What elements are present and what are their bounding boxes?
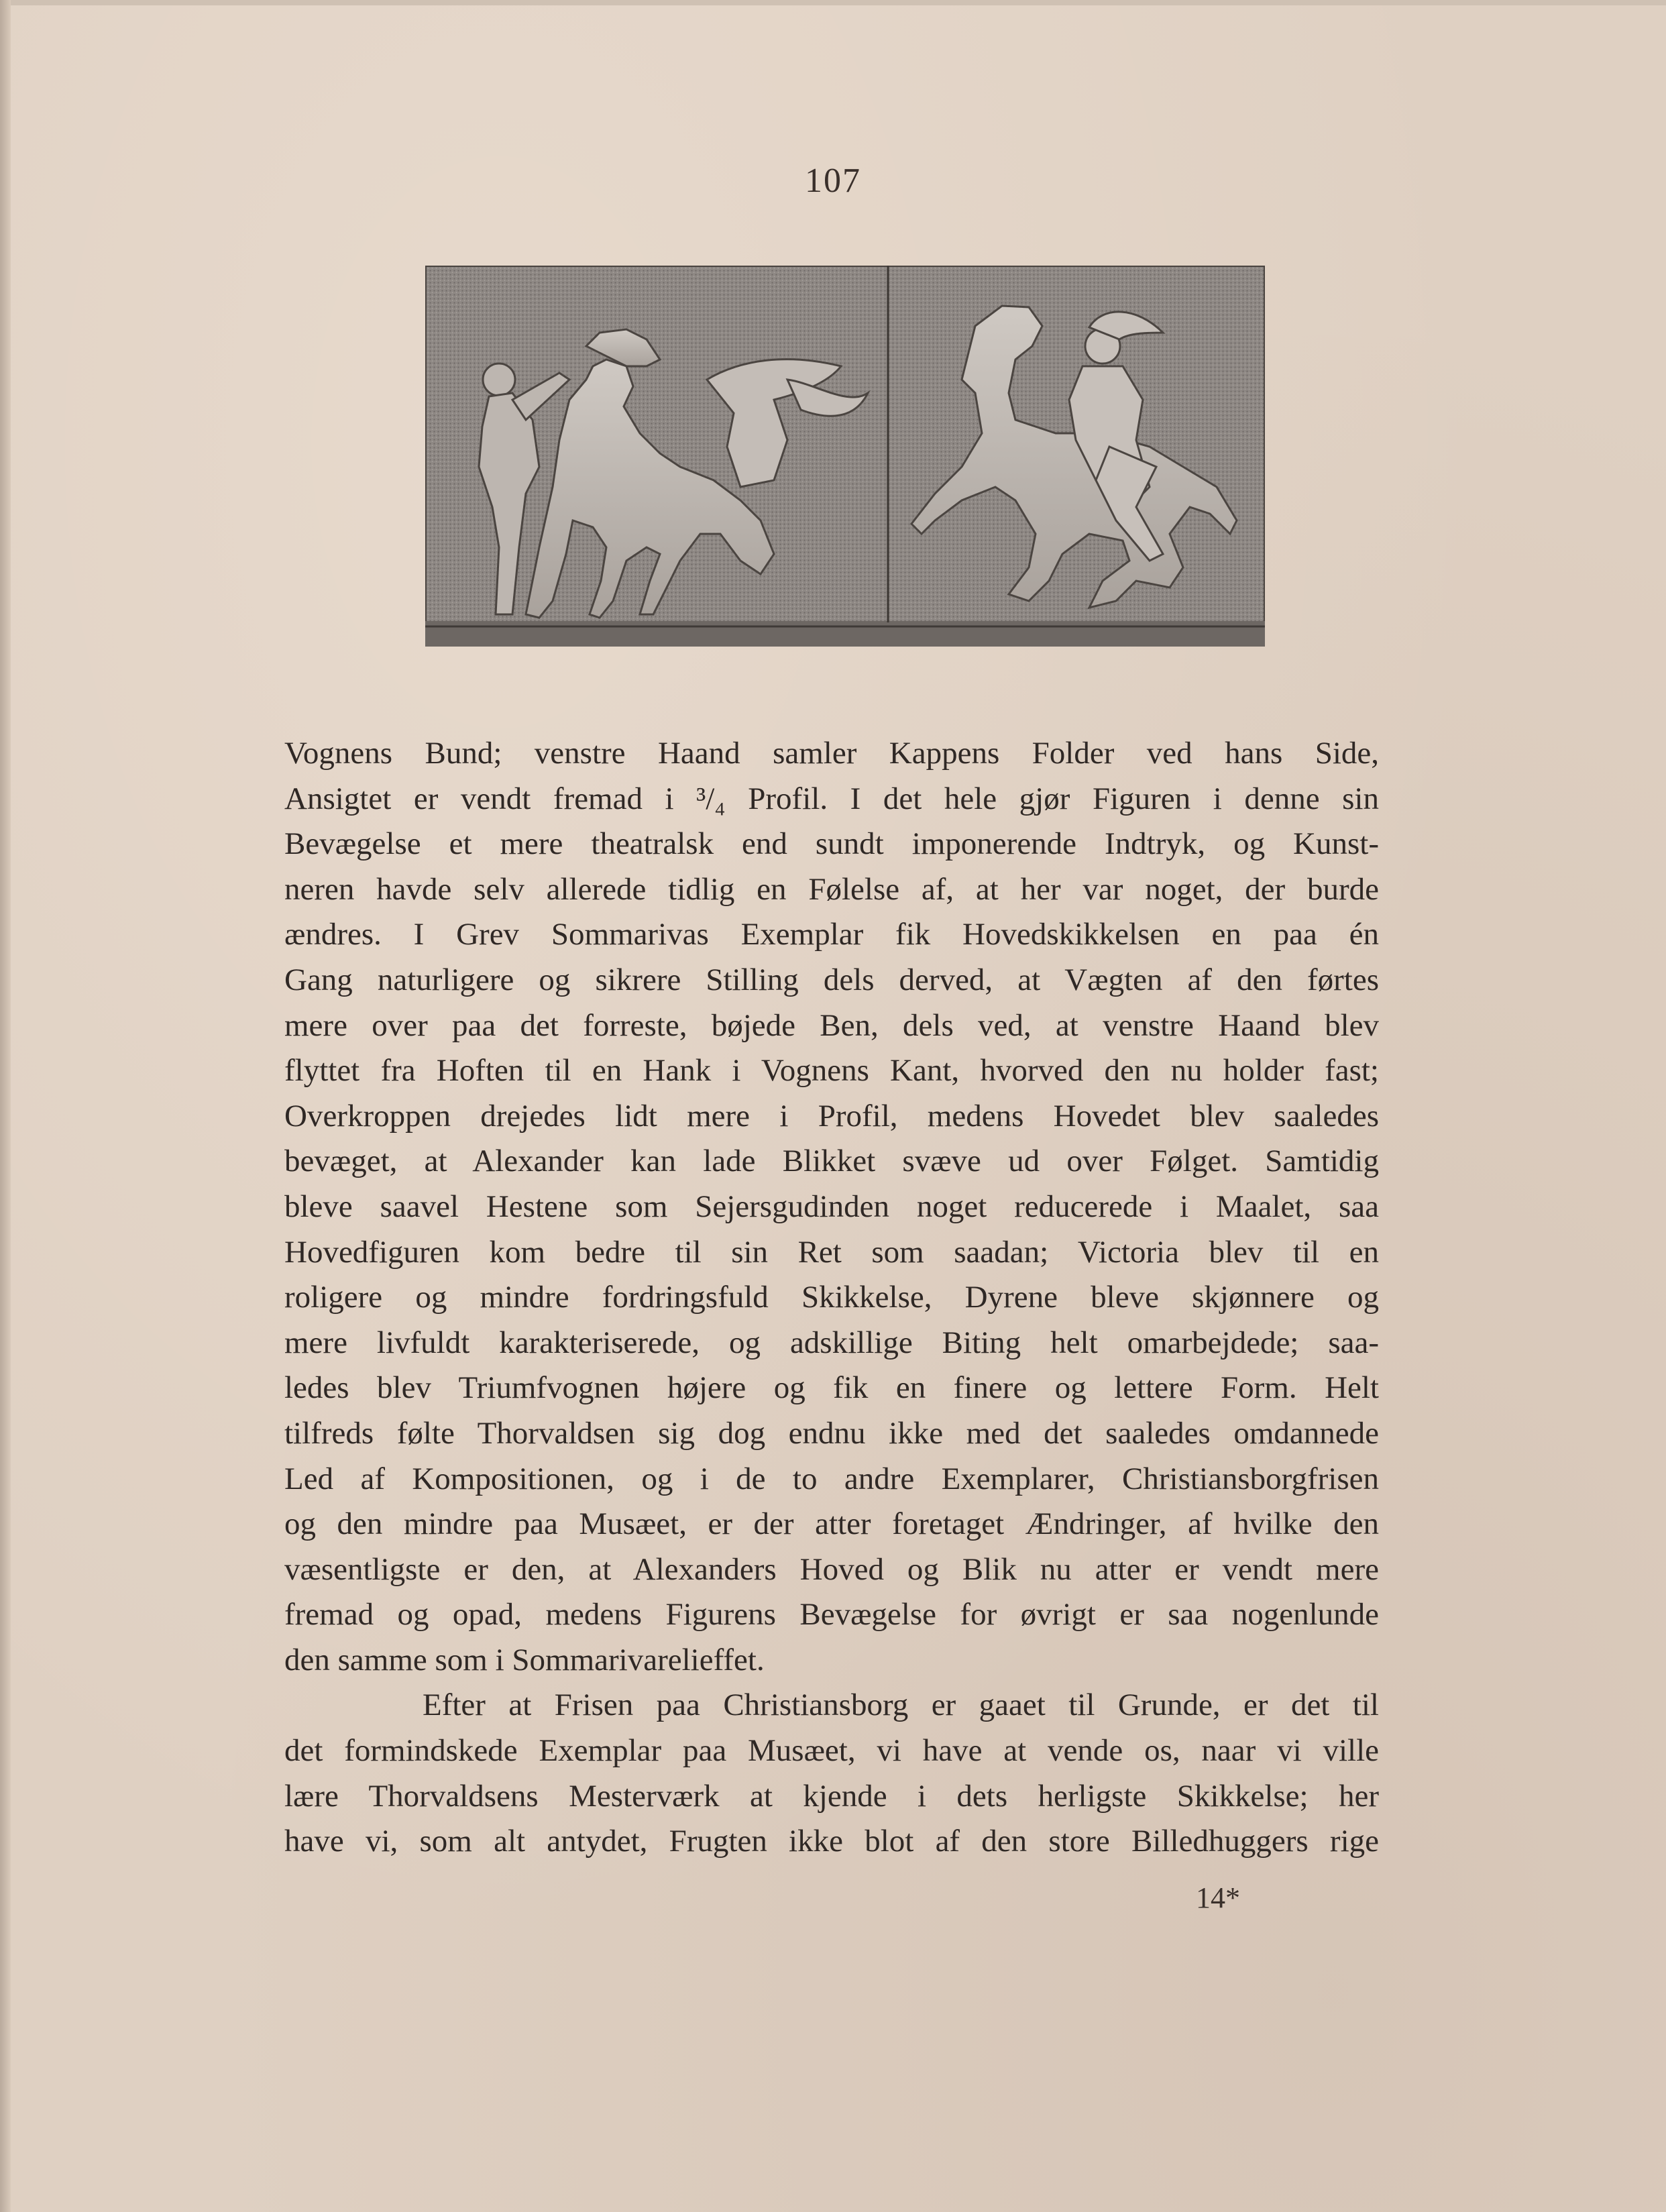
body-line: Gang naturligere og sikrere Stilling dels derved, at Vægten af den førtes [284,962,1379,997]
body-line: flyttet fra Hoften til en Hank i Vognens Kant, hvorved den nu holder fast; [284,1053,1379,1089]
body-line: fremad og opad, medens Figurens Bevægelse for øvrigt er saa nogenlunde [284,1597,1379,1633]
relief-frieze-illustration [425,266,1265,647]
body-line: Led af Kompositionen, og i de to andre Exemplarer, Christiansborgfrisen [284,1461,1379,1496]
body-line: roligere og mindre fordringsfuld Skikkelse, Dyrene bleve skjønnere og [284,1280,1379,1315]
body-line: bleve saavel Hestene som Sejersgudinden noget reducerede i Maalet, saa [284,1188,1379,1224]
body-line: Hovedfiguren kom bedre til sin Ret som saadan; Victoria blev til en [284,1234,1379,1270]
page-binding-edge [0,0,11,2212]
body-line: tilfreds følte Thorvaldsen sig dog endnu ikke med det saaledes omdannede [284,1415,1379,1451]
body-line: mere over paa det forreste, bøjede Ben, dels ved, at venstre Haand blev [284,1007,1379,1043]
body-line: væsentligste er den, at Alexanders Hoved og Blik nu atter er vendt mere [284,1551,1379,1587]
body-line: ændres. I Grev Sommarivas Exemplar fik Hovedskikkelsen en paa én [284,917,1379,952]
body-line: Ansigtet er vendt fremad i ³/₄ Profil. I det hele gjør Figuren i denne sin [284,781,1379,816]
paragraph-2-line: Efter at Frisen paa Christiansborg er gaaet til Grunde, er det til [423,1688,1379,1723]
page-number: 107 [805,162,861,200]
relief-frieze-image [425,266,1265,647]
body-text [284,731,1379,1865]
body-line: Vognens Bund; venstre Haand samler Kappens Folder ved hans Side, [284,736,1379,771]
paragraph-2-line: have vi, som alt antydet, Frugten ikke blot af den store Billedhuggers rige [284,1824,1379,1859]
body-line: Bevægelse et mere theatralsk end sundt imponerende Indtryk, og Kunst- [284,826,1379,862]
body-line: neren havde selv allerede tidlig en Følelse af, at her var noget, der burde [284,871,1379,907]
body-line: Overkroppen drejedes lidt mere i Profil, medens Hovedet blev saaledes [284,1098,1379,1133]
page-top-edge [0,0,1666,5]
body-line: ledes blev Triumfvognen højere og fik en finere og lettere Form. Helt [284,1370,1379,1406]
body-line: bevæget, at Alexander kan lade Blikket svæve ud over Følget. Samtidig [284,1144,1379,1179]
body-line: og den mindre paa Musæet, er der atter foretaget Ændringer, af hvilke den [284,1506,1379,1542]
body-line: mere livfuldt karakteriserede, og adskillige Biting helt omarbejdede; saa- [284,1325,1379,1360]
paragraph-2-line: det formindskede Exemplar paa Musæet, vi have at vende os, naar vi ville [284,1733,1379,1769]
body-line: den samme som i Sommarivarelieffet. [284,1642,765,1677]
signature-mark: 14* [1196,1881,1240,1914]
paragraph-2-line: lære Thorvaldsens Mesterværk at kjende i dets herligste Skikkelse; her [284,1778,1379,1814]
